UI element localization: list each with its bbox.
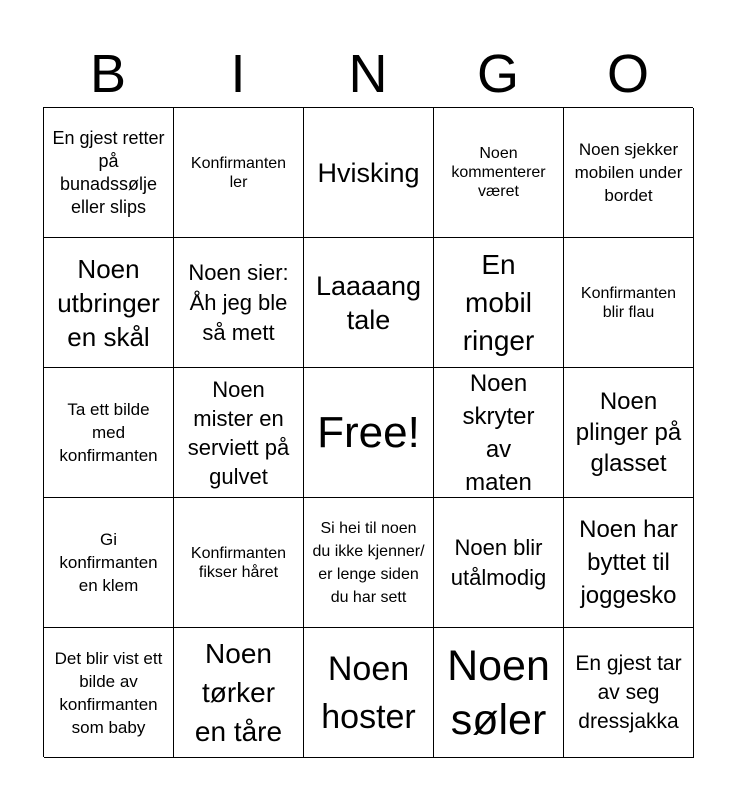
bingo-cell[interactable] xyxy=(564,368,694,498)
title-letter-i: I xyxy=(230,44,246,104)
cell-text: Noen utbringer en skål xyxy=(57,253,160,352)
bingo-cell[interactable] xyxy=(174,368,304,498)
cell-text: Konfirmanten blir flau xyxy=(580,284,677,321)
bingo-cell[interactable] xyxy=(304,498,434,628)
cell-text: Noen sjekker mobilen under bordet xyxy=(574,140,683,205)
title-letter-g: G xyxy=(476,44,519,104)
cell-text: En mobil ringer xyxy=(462,248,535,356)
cell-text: Gi konfirmanten en klem xyxy=(59,530,158,595)
title-letter-n: N xyxy=(348,44,388,104)
bingo-cell[interactable] xyxy=(304,238,434,368)
cell-text: Noen skryter av maten xyxy=(462,369,535,496)
bingo-cell[interactable] xyxy=(564,628,694,758)
bingo-cell[interactable] xyxy=(44,368,174,498)
bingo-board xyxy=(43,107,693,757)
bingo-cell[interactable] xyxy=(174,628,304,758)
bingo-cell[interactable] xyxy=(434,368,564,498)
bingo-cell[interactable] xyxy=(174,498,304,628)
bingo-cell[interactable] xyxy=(44,498,174,628)
cell-text: Noen hoster xyxy=(321,649,416,736)
free-space[interactable] xyxy=(304,368,434,498)
bingo-cell[interactable] xyxy=(304,628,434,758)
cell-text: Konfirmanten ler xyxy=(190,154,287,191)
bingo-cell[interactable] xyxy=(44,238,174,368)
bingo-title xyxy=(43,40,693,108)
cell-text: Ta ett bilde med konfirmanten xyxy=(59,400,158,465)
cell-text: Noen mister en serviett på gulvet xyxy=(187,376,290,489)
bingo-cell[interactable] xyxy=(564,238,694,368)
bingo-cell[interactable] xyxy=(44,628,174,758)
cell-text: Noen tørker en tåre xyxy=(194,638,283,747)
cell-text: Noen har byttet til joggesko xyxy=(579,516,678,609)
cell-text: Noen kommenterer været xyxy=(451,145,546,200)
cell-text: Det blir vist ett bilde av konfirmanten som baby xyxy=(54,648,163,737)
bingo-cell[interactable] xyxy=(434,238,564,368)
bingo-cell[interactable] xyxy=(564,108,694,238)
cell-text: Noen søler xyxy=(447,641,550,744)
bingo-cell[interactable] xyxy=(44,108,174,238)
bingo-cell[interactable] xyxy=(434,498,564,628)
bingo-cell[interactable] xyxy=(434,628,564,758)
cell-text: En gjest retter på bunadssølje eller slips xyxy=(52,127,165,217)
cell-text: Konfirmanten fikser håret xyxy=(190,544,287,581)
cell-text: Laaaang tale xyxy=(315,270,422,335)
cell-text: En gjest tar av seg dressjakka xyxy=(575,652,682,733)
free-text: Free! xyxy=(317,407,420,457)
title-letter-b: B xyxy=(89,44,127,104)
bingo-cell[interactable] xyxy=(174,108,304,238)
cell-text: Noen sier: Åh jeg ble så mett xyxy=(188,259,289,345)
bingo-cell[interactable] xyxy=(434,108,564,238)
cell-text: Si hei til noen du ikke kjenner/ er lenge siden du har sett xyxy=(312,519,425,606)
bingo-cell[interactable] xyxy=(564,498,694,628)
bingo-cell[interactable] xyxy=(174,238,304,368)
bingo-cell[interactable] xyxy=(304,108,434,238)
cell-text: Hvisking xyxy=(317,157,420,188)
cell-text: Noen blir utålmodig xyxy=(450,534,547,590)
title-letter-o: O xyxy=(606,44,649,104)
cell-text: Noen plinger på glasset xyxy=(575,388,682,477)
